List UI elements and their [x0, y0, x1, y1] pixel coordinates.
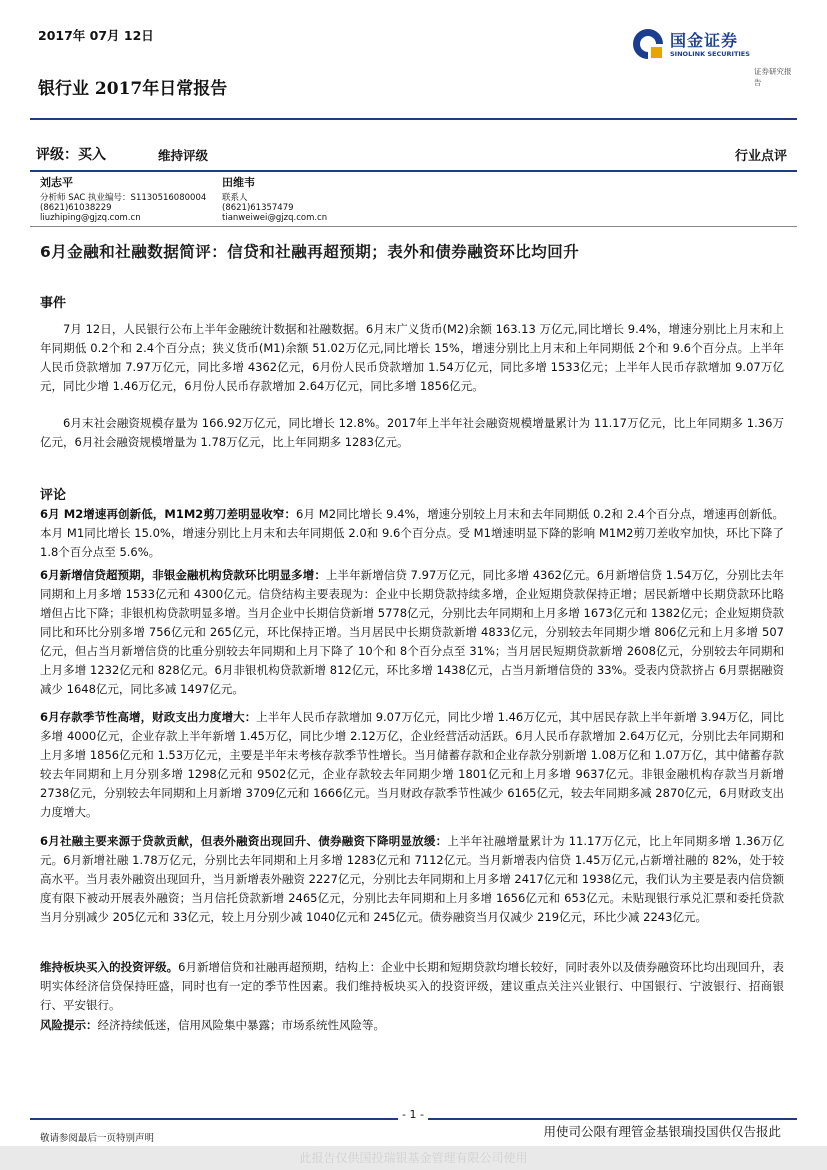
report-series-title: 银行业 2017年日常报告 — [38, 79, 228, 99]
company-logo — [632, 22, 792, 87]
comment-paragraph — [40, 505, 784, 562]
report-type: 行业点评 — [734, 149, 787, 164]
event-paragraph-1: 7月 12日，人民银行公布上半年金融统计数据和社融数据。6月末广义货币(M2)余额 163.13 万亿元,同比增长 9.4%，增速分别比上月末和上年同期低 0.2个和 2.4个百分点；狭义货币(M1)余额 51.02万亿元,同比增长 15%，增速分别比上月末和上年同期低 2个和 9.6个百分点。上半年人民币贷款增加 7.97万亿元，同比多增 4362亿元，6月份人民币贷款增加 1.54万亿元，同比多增 1533亿元；上半年人民币存款增加 9.07万亿元，同比少增 1.46万亿元，6月份人民币存款增加 2.64万亿元，同比多增 1856亿元。 — [40, 322, 784, 393]
comment-body: 上半年社融增量累计为 11.17万亿元，比上年同期多增 1.36万亿元。6月新增社融 1.78万亿元，分别比去年同期和上月多增 1283亿元和 7112亿元。当月新增表内信贷 1.45万亿元,占新增社融的 82%，处于较高水平。当月表外融资出现回升，当月新增表外融资 2227亿元，分别比去年同期和上月多增 2417亿元和 1938亿元，我们认为主要是表内信贷额度有限下被动开展表外融资；当月信托贷款新增 2465亿元，分别比去年同期和上月多增 1656亿元和 653亿元。未贴现银行承兑汇票和委托贷款当月分别减少 205亿元和 33亿元，较上月分别少减 1040亿元和 245亿元。债券融资当月仅减少 219亿元，环比少减 2243亿元。 — [40, 834, 785, 924]
analyst-block-2 — [222, 178, 327, 223]
watermark: 此报告仅供国投瑞银基金管理有限公司使用 — [0, 1146, 827, 1170]
rating-divider — [30, 170, 797, 172]
analyst-block-1 — [40, 178, 206, 223]
comment-heading: 维持板块买入的投资评级。 — [40, 960, 179, 974]
rating-bar — [30, 136, 797, 170]
logo-chinese-name: 国金证券 — [670, 31, 739, 50]
section-title-event: 事件 — [40, 296, 67, 311]
analyst-name: 刘志平 — [40, 176, 73, 189]
analyst-email[interactable]: tianweiwei@gjzq.com.cn — [222, 213, 328, 223]
comment-heading: 6月新增信贷超预期，非银金融机构贷款环比明显多增： — [40, 568, 326, 582]
report-date: 2017年 07月 12日 — [38, 28, 154, 43]
comment-paragraph — [40, 958, 784, 1015]
analyst-email[interactable]: liuzhiping@gjzq.com.cn — [40, 213, 141, 223]
comment-body: 6月 M2同比增长 9.4%，增速分别较上月末和去年同期低 0.2和 2.4个百分点，增速再创新低。本月 M1同比增长 15.0%，增速分别比上月末和去年同期低 2.0和 9.6个百分点。受 M1增速明显下降的影响 M1M2剪刀差收窄加快，环比下降了 1.8个百分点至 5.6%。 — [40, 507, 785, 559]
comment-body: 上半年新增信贷 7.97万亿元，同比多增 4362亿元。6月新增信贷 1.54万亿，分别比去年同期和上月多增 1533亿元和 4300亿元。信贷结构主要表现为：企业中长期贷款持续多增，企业短期贷款保持正增；居民新增中长期贷款环比略增但占比下降；非银机构贷款明显多增。当月企业中长期信贷新增 5778亿元，分别比去年同期和上月多增 1673亿元和 1382亿元；企业短期贷款同比和环比分别多增 756亿元和 265亿元，环比保持正增。当月居民中长期贷款新增 4833亿元，分别较去年同期少增 806亿元和上月多增 507亿元，但占当月新增信贷的比重分别较去年同期和上月下降了 10个和 8个百分点至 31%；当月居民短期贷款新增 2608亿元，分别较去年同期和上月多增 1232亿元和 828亿元。6月非银机构贷款新增 812亿元，环比多增 1438亿元，占当月新增信贷的 33%。受表内贷款挤占 6月票据融资减少 1648亿元，同比多减 1497亿元。 — [40, 568, 785, 696]
analyst-name: 田维韦 — [222, 176, 255, 189]
logo-subtitle: 证券研究报告 — [754, 67, 792, 87]
comment-paragraph — [40, 566, 784, 699]
footer-disclaimer: 敬请参阅最后一页特别声明 — [40, 1133, 155, 1144]
comment-body: 经济持续低迷，信用风险集中暴露；市场系统性风险等。 — [97, 1018, 385, 1032]
rating-label: 评级：买入 — [36, 147, 106, 163]
page-number: - 1 - — [398, 1108, 428, 1121]
section-title-comment: 评论 — [40, 488, 67, 503]
logo-english-name: SINOLINK SECURITIES — [670, 50, 750, 58]
rating-note: 维持评级 — [158, 148, 209, 163]
analyst-phone: (8621)61038229 — [40, 203, 112, 213]
comment-body: 6月新增信贷和社融再超预期，结构上：企业中长期和短期贷款均增长较好，同时表外以及债券融资环比均出现回升，表明实体经济信贷保持旺盛，同时也有一定的季节性因素。我们维持板块买入的投资评级，建议重点关注兴业银行、中国银行、宁波银行、招商银行、平安银行。 — [40, 960, 785, 1012]
comment-heading: 6月社融主要来源于贷款贡献，但表外融资出现回升、债券融资下降明显放缓： — [40, 834, 448, 848]
report-headline: 6月金融和社融数据简评：信贷和社融再超预期；表外和债券融资环比均回升 — [40, 243, 580, 261]
event-paragraph-2: 6月末社会融资规模存量为 166.92万亿元，同比增长 12.8%。2017年上半年社会融资规模增量累计为 11.17万亿元，比上年同期多 1.36万亿元，6月社会融资规模增量为 1.78万亿元，比上年同期多 1283亿元。 — [40, 416, 784, 449]
analyst-role: 联系人 — [222, 193, 248, 203]
sinolink-logo-icon — [632, 28, 664, 60]
comment-paragraph — [40, 832, 784, 927]
risk-paragraph — [40, 1016, 784, 1035]
comment-heading: 6月 M2增速再创新低，M1M2剪刀差明显收窄： — [40, 507, 297, 521]
header-divider — [30, 118, 797, 120]
comment-heading: 6月存款季节性高增，财政支出力度增大： — [40, 710, 257, 724]
comment-heading: 风险提示： — [40, 1018, 98, 1032]
analyst-phone: (8621)61357479 — [222, 203, 294, 213]
comment-body: 上半年人民币存款增加 9.07万亿元，同比少增 1.46万亿元，其中居民存款上半年新增 3.94万亿，同比多增 4000亿元，企业存款上半年新增 1.45万亿，同比少增 2.12万亿，企业经营活动活跃。6月人民币存款增加 2.64万亿元，分别比去年同期和上月多增 1856亿元和 1.53万亿元，主要是半年末考核存款季节性增长。当月储蓄存款和企业存款分别新增 1.08万亿和 1.07万亿，其中储蓄存款较去年同期和上月分别多增 1298亿元和 9502亿元，企业存款较去年同期少增 1801亿元和上月多增 9637亿元。非银金融机构存款当月新增 2738亿元，分别较去年同期和上月新增 3709亿元和 1666亿元。当月财政存款季节性减少 6165亿元，较去年同期多减 2870亿元，6月财政支出力度增大。 — [40, 710, 785, 819]
footer-usage-note: 用使司公限有理管金基银瑞投国供仅告报此 — [543, 1124, 781, 1139]
analyst-divider — [30, 226, 797, 227]
comment-paragraph — [40, 708, 784, 822]
analyst-role: 分析师 SAC 执业编号：S1130516080004 — [40, 193, 207, 203]
